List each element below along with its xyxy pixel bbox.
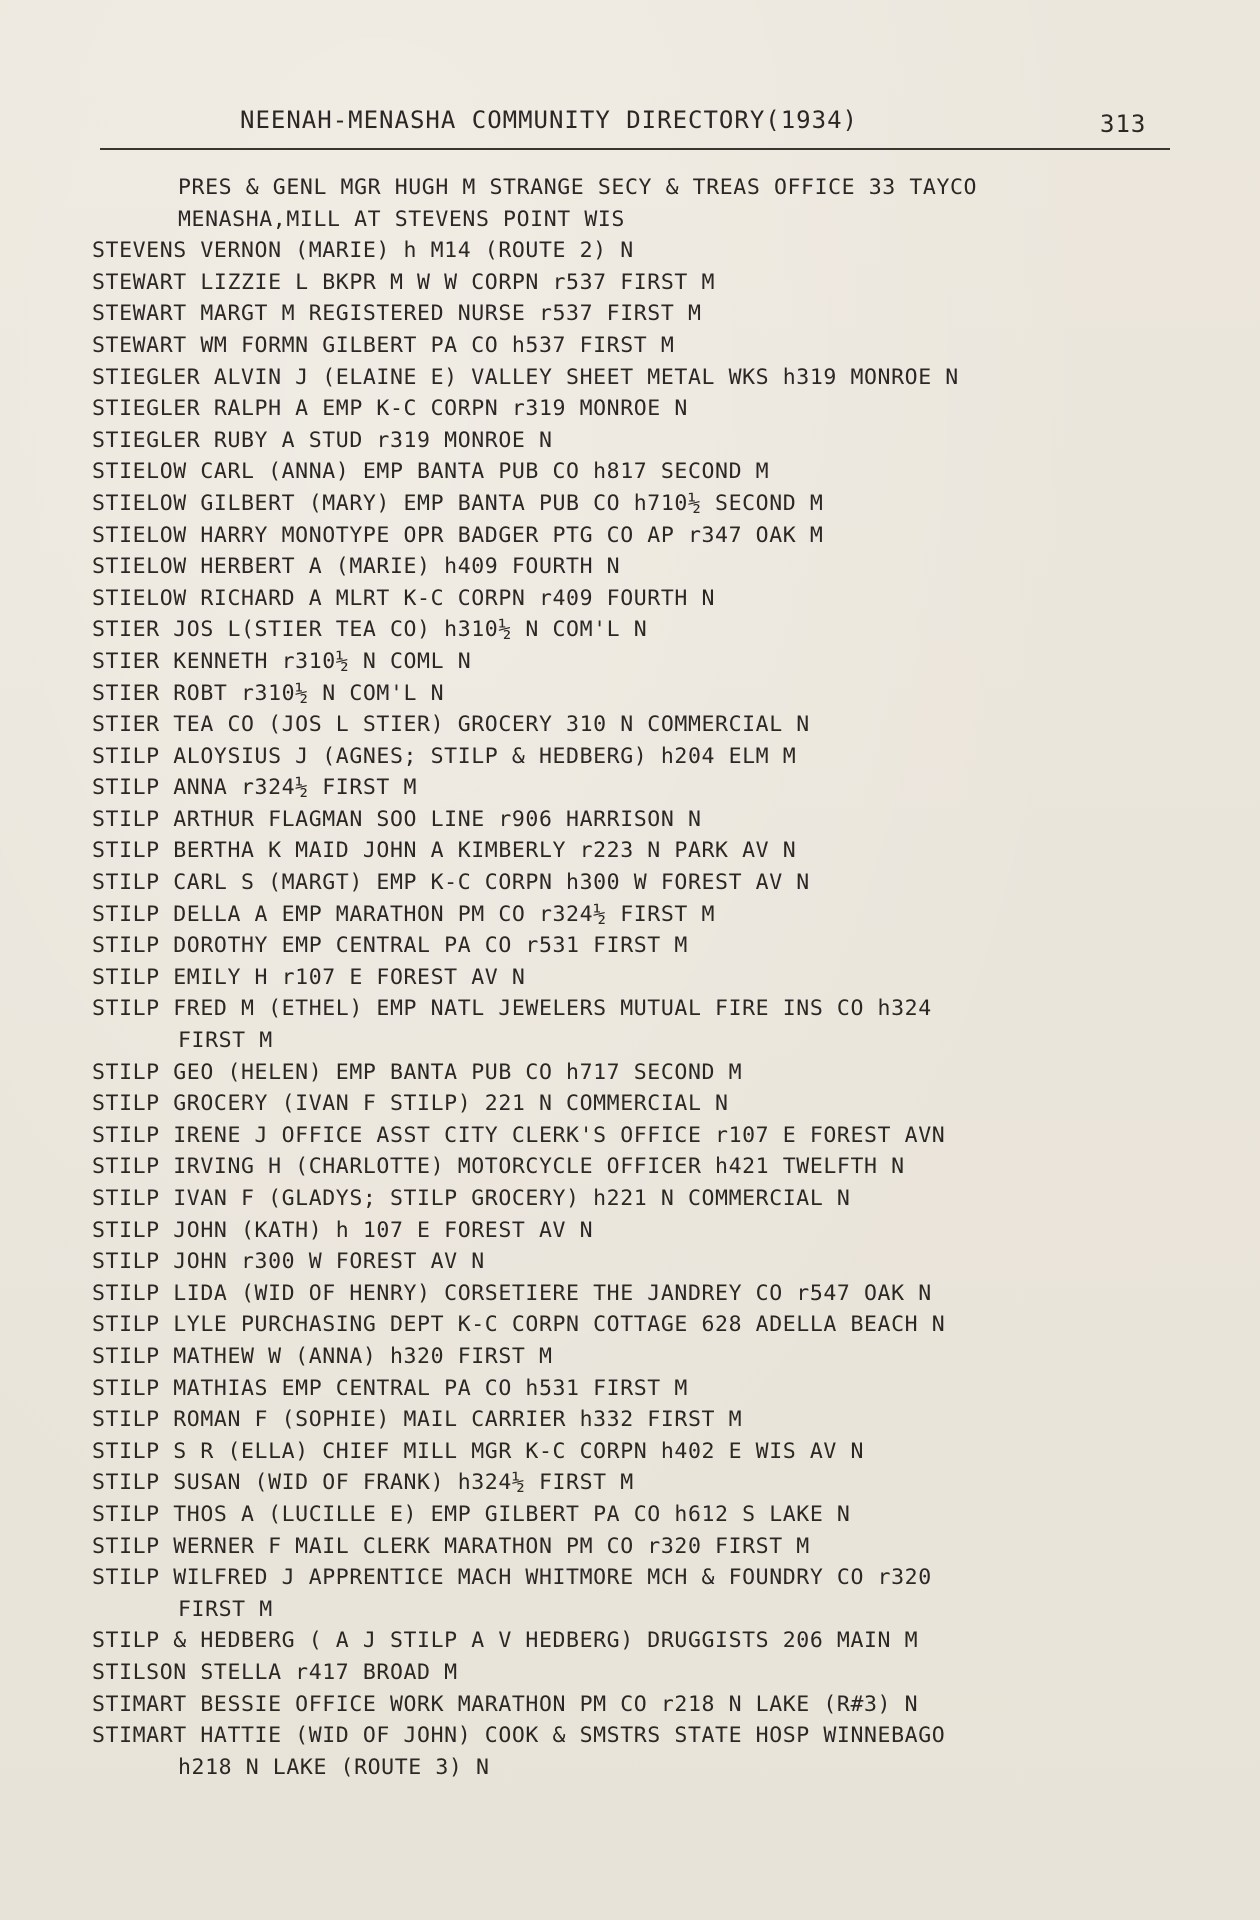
directory-entry: STIELOW HERBERT A (MARIE) h409 FOURTH N xyxy=(92,554,621,580)
directory-entry: STIEGLER ALVIN J (ELAINE E) VALLEY SHEET METAL WKS h319 MONROE N xyxy=(92,364,959,390)
directory-entry-continuation: FIRST M xyxy=(178,1596,273,1622)
directory-entry: STIEGLER RUBY A STUD r319 MONROE N xyxy=(92,427,553,453)
directory-entry: STILP LIDA (WID OF HENRY) CORSETIERE THE JANDREY CO r547 OAK N xyxy=(92,1280,932,1306)
directory-entry: STILP ANNA r324½ FIRST M xyxy=(92,775,418,801)
directory-entry-continuation: MENASHA,MILL AT STEVENS POINT WIS xyxy=(178,206,625,232)
directory-entry: STIER ROBT r310½ N COM'L N xyxy=(92,680,445,706)
directory-entry: STEVENS VERNON (MARIE) h M14 (ROUTE 2) N xyxy=(92,238,634,264)
directory-entry: STILP IRVING H (CHARLOTTE) MOTORCYCLE OFFICER h421 TWELFTH N xyxy=(92,1154,905,1180)
directory-entry: STILP WILFRED J APPRENTICE MACH WHITMORE MCH & FOUNDRY CO r320 xyxy=(92,1565,932,1591)
directory-entry: STEWART LIZZIE L BKPR M W W CORPN r537 FIRST M xyxy=(92,269,716,295)
directory-entry-continuation: FIRST M xyxy=(178,1028,273,1054)
directory-entry: STILP JOHN r300 W FOREST AV N xyxy=(92,1249,485,1275)
directory-entry: STILP MATHIAS EMP CENTRAL PA CO h531 FIRST M xyxy=(92,1375,688,1401)
directory-entry: STILP GROCERY (IVAN F STILP) 221 N COMMERCIAL N xyxy=(92,1091,729,1117)
directory-entry: STIER JOS L(STIER TEA CO) h310½ N COM'L N xyxy=(92,617,648,643)
directory-entry-continuation: h218 N LAKE (ROUTE 3) N xyxy=(178,1754,490,1780)
directory-entry: STILP ALOYSIUS J (AGNES; STILP & HEDBERG) h204 ELM M xyxy=(92,743,797,769)
directory-entry: STIMART BESSIE OFFICE WORK MARATHON PM CO r218 N LAKE (R#3) N xyxy=(92,1691,919,1717)
directory-entry: STILP JOHN (KATH) h 107 E FOREST AV N xyxy=(92,1217,594,1243)
directory-entry: STEWART MARGT M REGISTERED NURSE r537 FIRST M xyxy=(92,301,702,327)
directory-entry: STILP GEO (HELEN) EMP BANTA PUB CO h717 SECOND M xyxy=(92,1059,743,1085)
directory-entry: STILP IVAN F (GLADYS; STILP GROCERY) h221 N COMMERCIAL N xyxy=(92,1186,851,1211)
directory-entry: STILP LYLE PURCHASING DEPT K-C CORPN COTTAGE 628 ADELLA BEACH N xyxy=(92,1312,946,1338)
directory-entry: STILP IRENE J OFFICE ASST CITY CLERK'S OFFICE r107 E FOREST AVN xyxy=(92,1122,946,1148)
directory-entry: STIELOW RICHARD A MLRT K-C CORPN r409 FOURTH N xyxy=(92,585,716,611)
directory-entry: STEWART WM FORMN GILBERT PA CO h537 FIRST M xyxy=(92,332,675,358)
page-title: NEENAH-MENASHA COMMUNITY DIRECTORY(1934) xyxy=(240,106,858,134)
directory-entry: STILP FRED M (ETHEL) EMP NATL JEWELERS MUTUAL FIRE INS CO h324 xyxy=(92,996,932,1022)
directory-entry: STILP WERNER F MAIL CLERK MARATHON PM CO r320 FIRST M xyxy=(92,1533,810,1559)
directory-entry: STILP EMILY H r107 E FOREST AV N xyxy=(92,964,526,990)
directory-entry: STILP MATHEW W (ANNA) h320 FIRST M xyxy=(92,1343,553,1369)
directory-entry: STIEGLER RALPH A EMP K-C CORPN r319 MONROE N xyxy=(92,396,688,422)
directory-entry: STIMART HATTIE (WID OF JOHN) COOK & SMSTRS STATE HOSP WINNEBAGO xyxy=(92,1723,946,1749)
directory-entry: STILSON STELLA r417 BROAD M xyxy=(92,1659,458,1685)
directory-entry: STILP CARL S (MARGT) EMP K-C CORPN h300 W FOREST AV N xyxy=(92,870,810,896)
directory-entry: STIER TEA CO (JOS L STIER) GROCERY 310 N COMMERCIAL N xyxy=(92,712,810,738)
header-rule xyxy=(100,148,1170,150)
directory-entry: STILP ARTHUR FLAGMAN SOO LINE r906 HARRISON N xyxy=(92,806,702,832)
directory-entry: STILP BERTHA K MAID JOHN A KIMBERLY r223 N PARK AV N xyxy=(92,838,797,864)
page-number: 313 xyxy=(1100,110,1147,138)
directory-entry: STIELOW HARRY MONOTYPE OPR BADGER PTG CO AP r347 OAK M xyxy=(92,522,824,548)
directory-entry-continuation: PRES & GENL MGR HUGH M STRANGE SECY & TREAS OFFICE 33 TAYCO xyxy=(178,175,978,200)
directory-entry: STILP DOROTHY EMP CENTRAL PA CO r531 FIRST M xyxy=(92,933,688,959)
directory-entry: STILP & HEDBERG ( A J STILP A V HEDBERG) DRUGGISTS 206 MAIN M xyxy=(92,1628,919,1654)
directory-entry: STILP DELLA A EMP MARATHON PM CO r324½ FIRST M xyxy=(92,901,716,927)
directory-entry: STIER KENNETH r310½ N COML N xyxy=(92,648,472,674)
directory-entry: STILP ROMAN F (SOPHIE) MAIL CARRIER h332 FIRST M xyxy=(92,1407,743,1433)
directory-entry: STIELOW CARL (ANNA) EMP BANTA PUB CO h817 SECOND M xyxy=(92,459,770,485)
directory-entry: STILP S R (ELLA) CHIEF MILL MGR K-C CORPN h402 E WIS AV N xyxy=(92,1438,865,1464)
directory-entry: STIELOW GILBERT (MARY) EMP BANTA PUB CO h710½ SECOND M xyxy=(92,490,824,516)
directory-entries xyxy=(92,172,1192,1783)
directory-entry: STILP THOS A (LUCILLE E) EMP GILBERT PA CO h612 S LAKE N xyxy=(92,1501,851,1527)
directory-entry: STILP SUSAN (WID OF FRANK) h324½ FIRST M xyxy=(92,1470,634,1496)
